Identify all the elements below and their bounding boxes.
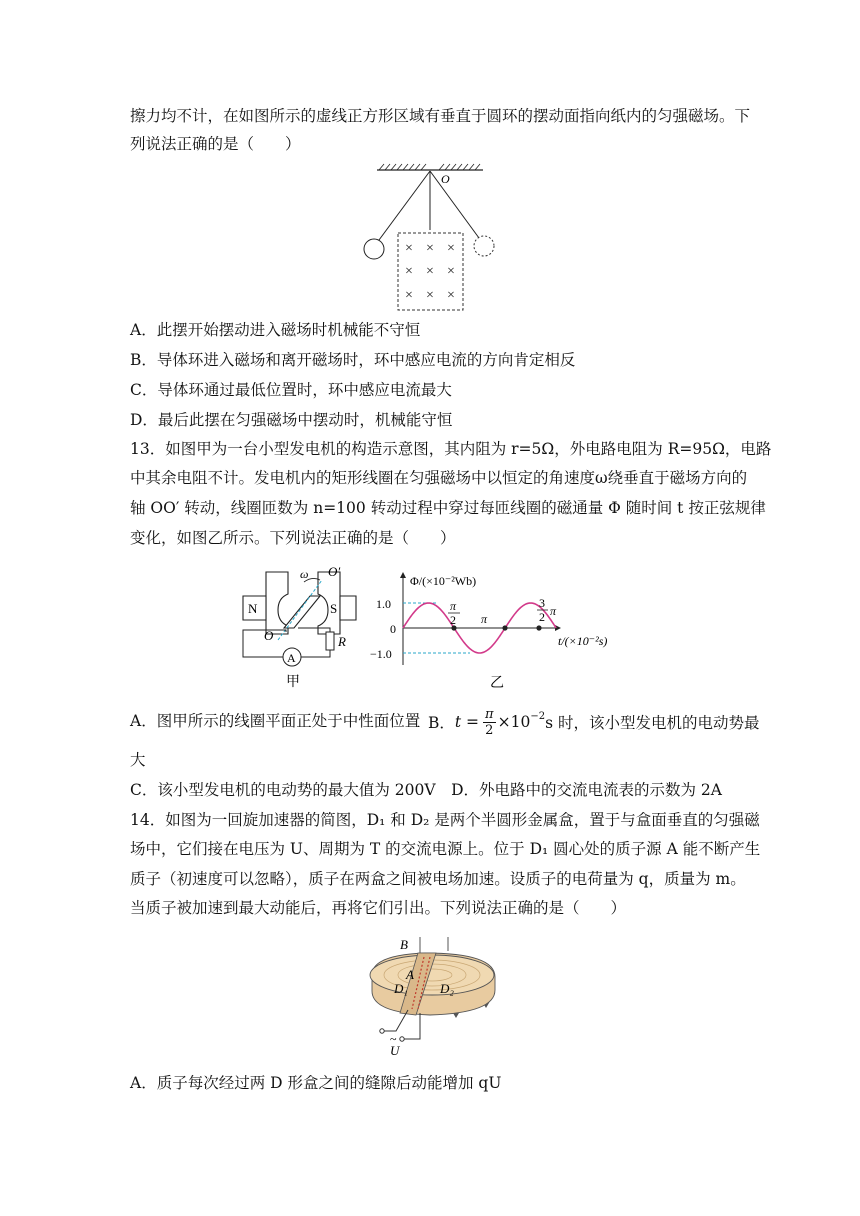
- ring-left: [364, 239, 384, 259]
- q13-option-b-fraction: [483, 707, 496, 738]
- half-pi-denominator: 2: [450, 613, 456, 627]
- q13-stem-line2: 中其余电阻不计。发电机内的矩形线圈在匀强磁场中以恒定的角速度ω绕垂直于磁场方向的: [130, 469, 748, 487]
- o-label: O: [264, 628, 274, 643]
- b-label: B: [400, 937, 408, 952]
- q13-option-b-mid: ×10: [497, 713, 531, 731]
- q13-stem-line3: 轴 OO′ 转动，线圈匝数为 n=100 转动过程中穿过每匝线圈的磁通量 Φ 随时间 t 按正弦规律: [130, 499, 766, 517]
- marker-pi: [502, 625, 507, 630]
- resistor-label: R: [338, 634, 346, 649]
- q14-stem-line2: 场中，它们接在电压为 U、周期为 T 的交流电源上。位于 D₁ 圆心处的质子源 A 能不断产生: [130, 840, 761, 858]
- svg-text:×: ×: [405, 241, 413, 256]
- cyclotron-figure: [360, 935, 500, 1060]
- q13-options-c-d: C．该小型发电机的电动势的最大值为 200V D．外电路中的交流电流表的示数为 2A: [130, 781, 722, 799]
- q13-option-a-text: A．图甲所示的线圈平面正处于中性面位置: [130, 712, 421, 730]
- q14-stem-line3: 质子（初速度可以忽略），质子在两盒之间被电场加速。设质子的电荷量为 q，质量为 m。: [130, 870, 746, 888]
- svg-text:×: ×: [405, 264, 413, 279]
- q12-stem-line1: 擦力均不计，在如图所示的虚线正方形区域有垂直于圆环的摆动面指向纸内的匀强磁场。下: [130, 107, 751, 125]
- svg-text:×: ×: [447, 264, 455, 279]
- q13-option-b-suffix: s 时，该小型发电机的电动势最: [545, 714, 760, 732]
- q12-option-b: B．导体环进入磁场和离开磁场时，环中感应电流的方向肯定相反: [130, 351, 576, 369]
- tilde-label: ~: [390, 1032, 397, 1046]
- u-label: U: [390, 1043, 400, 1058]
- svg-text:×: ×: [426, 241, 434, 256]
- resistor: [326, 632, 334, 650]
- a-label: A: [406, 967, 414, 982]
- y-axis-label: Φ/(×10⁻²Wb): [410, 574, 477, 588]
- q13-option-b-t: t =: [454, 713, 480, 731]
- q13-option-b-numerator: π: [485, 706, 494, 722]
- ring-right: [474, 236, 494, 256]
- q13-option-b: [428, 700, 759, 744]
- three-half-numerator: 3: [539, 596, 545, 610]
- south-pole-label: S: [330, 601, 338, 616]
- ytick-bottom: −1.0: [370, 647, 392, 661]
- q13-option-b-continued: 大: [130, 751, 146, 769]
- q13-option-b-prefix: B．: [428, 714, 455, 732]
- svg-text:×: ×: [426, 288, 434, 303]
- svg-text:×: ×: [447, 241, 455, 256]
- q13-stem-line1: 13．如图甲为一台小型发电机的构造示意图，其内阻为 r=5Ω，外电路电阻为 R=95Ω，电路: [130, 440, 772, 458]
- three-half-denominator: 2: [539, 610, 545, 624]
- q13-option-b-denominator: 2: [485, 722, 494, 738]
- flux-chart: [368, 565, 623, 690]
- pendulum-figure: [355, 160, 505, 315]
- q13-option-a: [130, 710, 420, 732]
- half-pi-numerator: π: [450, 599, 457, 613]
- pivot-label: O: [441, 172, 450, 186]
- pi-label: π: [481, 612, 488, 626]
- ammeter-label: A: [287, 651, 296, 665]
- d1-label: D₁: [394, 981, 408, 996]
- ytick-zero: 0: [390, 622, 396, 636]
- caption-jia: 甲: [286, 675, 300, 690]
- marker-three-half-pi: [536, 625, 541, 630]
- q13-option-b-exp: −2: [530, 710, 546, 722]
- generator-figure: [238, 560, 358, 690]
- svg-text:×: ×: [426, 264, 434, 279]
- caption-yi: 乙: [490, 676, 504, 690]
- x-axis-label: t/(×10⁻²s): [558, 634, 608, 648]
- q13-stem-line4: 变化，如图乙所示。下列说法正确的是（ ）: [130, 529, 456, 547]
- three-half-pi: π: [550, 604, 557, 618]
- svg-text:×: ×: [447, 288, 455, 303]
- omega-label: ω: [300, 567, 309, 581]
- field-crosses: [405, 241, 455, 303]
- q14-stem-line4: 当质子被加速到最大动能后，再将它们引出。下列说法正确的是（ ）: [130, 899, 627, 917]
- q12-option-a: A．此摆开始摆动进入磁场时机械能不守恒: [130, 321, 421, 339]
- d2-label: D₂: [440, 981, 454, 996]
- q12-option-d: D．最后此摆在匀强磁场中摆动时，机械能守恒: [130, 411, 453, 429]
- svg-text:×: ×: [405, 288, 413, 303]
- north-pole-label: N: [248, 601, 258, 616]
- q12-option-c: C．导体环通过最低位置时，环中感应电流最大: [130, 381, 452, 399]
- q14-option-a: A．质子每次经过两 D 形盒之间的缝隙后动能增加 qU: [130, 1074, 502, 1092]
- ytick-top: 1.0: [376, 597, 391, 611]
- q12-stem-line2: 列说法正确的是（ ）: [130, 135, 301, 153]
- o-prime-label: O′: [328, 564, 341, 579]
- q14-stem-line1: 14．如图为一回旋加速器的简图，D₁ 和 D₂ 是两个半圆形金属盒，置于与盒面垂直的匀强磁: [130, 811, 760, 829]
